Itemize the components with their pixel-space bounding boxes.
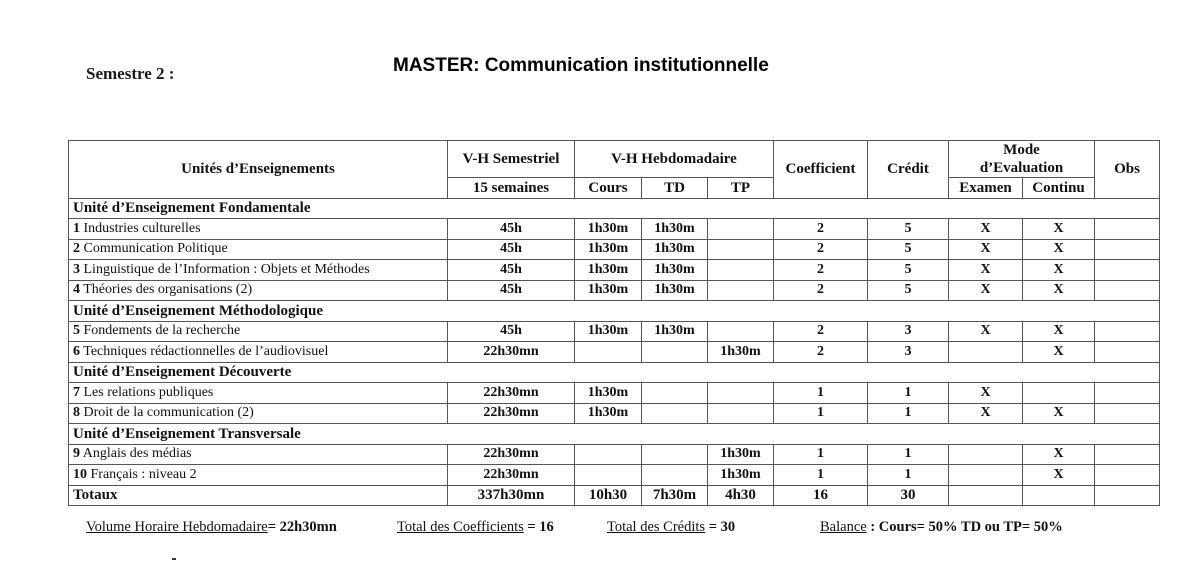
totals-examen <box>949 485 1023 506</box>
course-name-cell <box>69 219 448 240</box>
cours-cell: 1h30m <box>575 280 642 301</box>
course-name: Les relations publiques <box>83 384 214 400</box>
td-cell <box>642 403 708 424</box>
obs-cell <box>1095 219 1160 240</box>
course-row <box>69 280 1160 301</box>
header-coefficient: Coefficient <box>774 141 868 199</box>
vh-semestriel-cell: 45h <box>448 280 575 301</box>
tp-cell <box>708 280 774 301</box>
section-title: Unité d’Enseignement Fondamentale <box>69 198 1160 219</box>
vh-semestriel-cell: 22h30mn <box>448 465 575 486</box>
vh-semestriel-cell: 22h30mn <box>448 342 575 363</box>
vh-semestriel-cell: 45h <box>448 260 575 281</box>
scan-speck <box>172 558 176 560</box>
totals-obs <box>1095 485 1160 506</box>
totals-vh: 337h30mn <box>448 485 575 506</box>
credit-cell: 1 <box>868 465 949 486</box>
course-number: 1 <box>73 220 80 236</box>
credit-cell: 1 <box>868 383 949 404</box>
examen-cell: X <box>949 280 1023 301</box>
course-number: 5 <box>73 323 80 339</box>
course-number: 4 <box>73 282 80 298</box>
course-row <box>69 321 1160 342</box>
cours-cell: 1h30m <box>575 260 642 281</box>
header-credit: Crédit <box>868 141 949 199</box>
examen-cell: X <box>949 239 1023 260</box>
header-vh-semestriel: V-H Semestriel <box>448 141 575 178</box>
footer-balance-label: Balance <box>820 519 867 535</box>
credit-cell: 5 <box>868 219 949 240</box>
td-cell: 1h30m <box>642 260 708 281</box>
credit-cell: 1 <box>868 403 949 424</box>
cours-cell: 1h30m <box>575 383 642 404</box>
td-cell <box>642 444 708 465</box>
tp-cell <box>708 239 774 260</box>
course-row <box>69 260 1160 281</box>
course-name-cell <box>69 465 448 486</box>
course-row <box>69 342 1160 363</box>
obs-cell <box>1095 383 1160 404</box>
credit-cell: 3 <box>868 342 949 363</box>
examen-cell: X <box>949 219 1023 240</box>
header-cours: Cours <box>575 178 642 199</box>
section-row <box>69 424 1160 445</box>
tp-cell: 1h30m <box>708 465 774 486</box>
header-mode-line2: d’Evaluation <box>979 160 1064 176</box>
tp-cell: 1h30m <box>708 444 774 465</box>
course-table <box>68 140 1160 506</box>
td-cell: 1h30m <box>642 280 708 301</box>
header-mode-evaluation <box>949 141 1095 178</box>
coefficient-cell: 1 <box>774 403 868 424</box>
course-name: Français : niveau 2 <box>90 466 197 482</box>
header-td: TD <box>642 178 708 199</box>
course-name-cell <box>69 403 448 424</box>
tp-cell <box>708 403 774 424</box>
tp-cell <box>708 321 774 342</box>
totals-cours: 10h30 <box>575 485 642 506</box>
obs-cell <box>1095 465 1160 486</box>
credit-cell: 3 <box>868 321 949 342</box>
vh-semestriel-cell: 22h30mn <box>448 444 575 465</box>
course-name-cell <box>69 321 448 342</box>
examen-cell: X <box>949 383 1023 404</box>
examen-cell: X <box>949 321 1023 342</box>
credit-cell: 5 <box>868 260 949 281</box>
footer-total-coefficients <box>397 519 554 536</box>
cours-cell <box>575 465 642 486</box>
continu-cell: X <box>1023 280 1095 301</box>
section-row <box>69 198 1160 219</box>
section-row <box>69 301 1160 322</box>
obs-cell <box>1095 280 1160 301</box>
header-semaines: 15 semaines <box>448 178 575 199</box>
td-cell <box>642 383 708 404</box>
course-name: Théories des organisations (2) <box>83 282 253 298</box>
coefficient-cell: 1 <box>774 444 868 465</box>
coefficient-cell: 2 <box>774 280 868 301</box>
cours-cell: 1h30m <box>575 403 642 424</box>
coefficient-cell: 2 <box>774 321 868 342</box>
totals-td: 7h30m <box>642 485 708 506</box>
cours-cell <box>575 444 642 465</box>
section-title: Unité d’Enseignement Découverte <box>69 362 1160 383</box>
header-tp: TP <box>708 178 774 199</box>
continu-cell: X <box>1023 403 1095 424</box>
course-name-cell <box>69 342 448 363</box>
td-cell: 1h30m <box>642 239 708 260</box>
footer-balance-value: : Cours= 50% TD ou TP= 50% <box>866 519 1063 535</box>
course-number: 6 <box>73 343 80 359</box>
section-row <box>69 362 1160 383</box>
header-vh-hebdomadaire: V-H Hebdomadaire <box>575 141 774 178</box>
obs-cell <box>1095 444 1160 465</box>
credit-cell: 5 <box>868 280 949 301</box>
course-name-cell <box>69 383 448 404</box>
coefficient-cell: 2 <box>774 342 868 363</box>
course-name-cell <box>69 444 448 465</box>
continu-cell: X <box>1023 239 1095 260</box>
examen-cell: X <box>949 403 1023 424</box>
course-name-cell <box>69 260 448 281</box>
continu-cell: X <box>1023 465 1095 486</box>
document-title: MASTER: Communication institutionnelle <box>393 55 769 76</box>
course-name-cell <box>69 239 448 260</box>
header-examen: Examen <box>949 178 1023 199</box>
course-number: 3 <box>73 261 80 277</box>
course-row <box>69 383 1160 404</box>
obs-cell <box>1095 403 1160 424</box>
footer-balance <box>820 519 1063 536</box>
course-number: 7 <box>73 384 80 400</box>
header-continu: Continu <box>1023 178 1095 199</box>
tp-cell <box>708 219 774 240</box>
course-number: 10 <box>73 466 87 482</box>
course-name-cell <box>69 280 448 301</box>
vh-semestriel-cell: 22h30mn <box>448 403 575 424</box>
footer-vh-value: = 22h30mn <box>267 519 337 535</box>
continu-cell: X <box>1023 342 1095 363</box>
obs-cell <box>1095 260 1160 281</box>
summary-footer <box>0 519 1200 539</box>
course-name: Linguistique de l’Information : Objets et Méthodes <box>83 261 370 277</box>
header-obs: Obs <box>1095 141 1160 199</box>
td-cell: 1h30m <box>642 321 708 342</box>
tp-cell <box>708 260 774 281</box>
tp-cell: 1h30m <box>708 342 774 363</box>
continu-cell: X <box>1023 219 1095 240</box>
examen-cell <box>949 465 1023 486</box>
section-title: Unité d’Enseignement Transversale <box>69 424 1160 445</box>
semester-label: Semestre 2 : <box>86 64 175 83</box>
totals-label: Totaux <box>69 485 448 506</box>
examen-cell <box>949 342 1023 363</box>
continu-cell: X <box>1023 321 1095 342</box>
footer-total-credits <box>607 519 735 536</box>
coefficient-cell: 1 <box>774 383 868 404</box>
course-number: 9 <box>73 446 80 462</box>
course-name: Industries culturelles <box>83 220 201 236</box>
totals-coefficient: 16 <box>774 485 868 506</box>
footer-vh-label: Volume Horaire Hebdomadaire <box>86 519 268 535</box>
footer-credit-value: = 30 <box>705 519 736 535</box>
course-row <box>69 465 1160 486</box>
td-cell: 1h30m <box>642 219 708 240</box>
continu-cell <box>1023 383 1095 404</box>
cours-cell: 1h30m <box>575 321 642 342</box>
totals-continu <box>1023 485 1095 506</box>
td-cell <box>642 342 708 363</box>
footer-coef-label: Total des Coefficients <box>397 519 524 535</box>
course-name: Techniques rédactionnelles de l’audiovisuel <box>83 343 329 359</box>
course-number: 8 <box>73 405 80 421</box>
examen-cell <box>949 444 1023 465</box>
course-name: Anglais des médias <box>82 446 192 462</box>
footer-coef-value: = 16 <box>523 519 554 535</box>
cours-cell <box>575 342 642 363</box>
header-unites: Unités d’Enseignements <box>69 141 448 199</box>
tp-cell <box>708 383 774 404</box>
course-name: Droit de la communication (2) <box>83 405 254 421</box>
course-name: Fondements de la recherche <box>83 323 241 339</box>
credit-cell: 5 <box>868 239 949 260</box>
credit-cell: 1 <box>868 444 949 465</box>
coefficient-cell: 1 <box>774 465 868 486</box>
totals-tp: 4h30 <box>708 485 774 506</box>
cours-cell: 1h30m <box>575 219 642 240</box>
course-row <box>69 219 1160 240</box>
course-row <box>69 444 1160 465</box>
vh-semestriel-cell: 22h30mn <box>448 383 575 404</box>
vh-semestriel-cell: 45h <box>448 219 575 240</box>
examen-cell: X <box>949 260 1023 281</box>
footer-volume-horaire <box>86 519 337 536</box>
continu-cell: X <box>1023 444 1095 465</box>
course-number: 2 <box>73 241 80 257</box>
vh-semestriel-cell: 45h <box>448 321 575 342</box>
totals-credit: 30 <box>868 485 949 506</box>
obs-cell <box>1095 342 1160 363</box>
td-cell <box>642 465 708 486</box>
course-name: Communication Politique <box>83 241 228 257</box>
course-row <box>69 239 1160 260</box>
totals-row <box>69 485 1160 506</box>
coefficient-cell: 2 <box>774 260 868 281</box>
obs-cell <box>1095 321 1160 342</box>
coefficient-cell: 2 <box>774 219 868 240</box>
coefficient-cell: 2 <box>774 239 868 260</box>
header-mode-line1: Mode <box>1003 142 1040 158</box>
footer-credit-label: Total des Crédits <box>607 519 706 535</box>
continu-cell: X <box>1023 260 1095 281</box>
vh-semestriel-cell: 45h <box>448 239 575 260</box>
section-title: Unité d’Enseignement Méthodologique <box>69 301 1160 322</box>
course-row <box>69 403 1160 424</box>
obs-cell <box>1095 239 1160 260</box>
cours-cell: 1h30m <box>575 239 642 260</box>
